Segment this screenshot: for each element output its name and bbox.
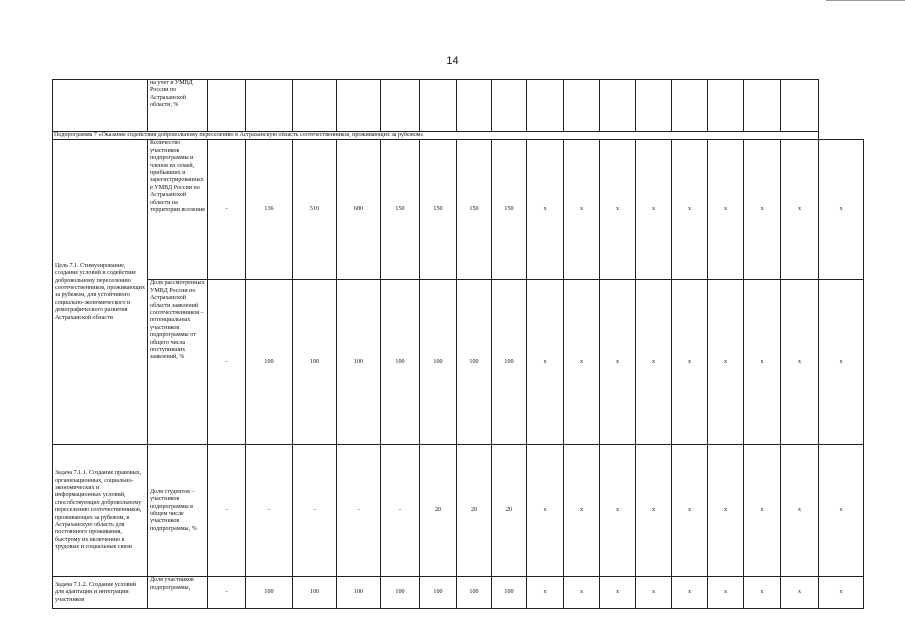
corner-rule — [826, 0, 905, 1]
value-cell: x — [781, 577, 819, 609]
table-row — [53, 445, 864, 577]
page-number: 14 — [446, 55, 459, 67]
task-cell: Задача 7.1.2. Создание условий для адаптации и интеграции участников — [53, 577, 148, 609]
value-cell: 150 — [420, 140, 457, 280]
table-row — [53, 577, 864, 609]
value-cell: x — [600, 280, 636, 445]
table-row — [53, 280, 864, 445]
value-cell: - — [246, 445, 293, 577]
value-cell: x — [636, 577, 672, 609]
value-cell: x — [527, 577, 564, 609]
indicators-table — [52, 79, 864, 609]
subprogram-title: Подпрограмма 7 «Оказание содействия добровольному переселению в Астраханскую область соотечественников, проживающих за рубежом» — [53, 132, 819, 140]
value-cell: 100 — [420, 280, 457, 445]
table-row — [53, 140, 864, 280]
value-cell: x — [708, 577, 744, 609]
value-cell: 100 — [337, 577, 381, 609]
value-cell: 20 — [492, 445, 527, 577]
subprogram-row — [53, 132, 864, 140]
value-cell: 136 — [246, 140, 293, 280]
value-cell: x — [672, 445, 708, 577]
value-cell: x — [744, 140, 781, 280]
value-cell: - — [208, 280, 246, 445]
value-cell: x — [672, 577, 708, 609]
value-cell: 100 — [457, 577, 492, 609]
value-cell: 100 — [246, 280, 293, 445]
value-cell: 100 — [457, 280, 492, 445]
value-cell: x — [708, 280, 744, 445]
value-cell: - — [381, 445, 420, 577]
value-cell: x — [819, 140, 864, 280]
value-cell: 100 — [293, 577, 337, 609]
value-cell: x — [564, 140, 600, 280]
table-row — [53, 80, 864, 132]
value-cell: x — [744, 577, 781, 609]
value-cell: x — [672, 280, 708, 445]
value-cell: 510 — [293, 140, 337, 280]
value-cell: - — [208, 445, 246, 577]
value-cell: x — [819, 577, 864, 609]
value-cell: - — [208, 140, 246, 280]
value-cell: x — [708, 445, 744, 577]
value-cell: x — [781, 140, 819, 280]
value-cell: x — [636, 445, 672, 577]
value-cell: x — [708, 140, 744, 280]
value-cell: 100 — [420, 577, 457, 609]
value-cell: x — [527, 280, 564, 445]
value-cell: 150 — [492, 140, 527, 280]
value-cell: x — [564, 280, 600, 445]
value-cell: 100 — [381, 577, 420, 609]
indicator-cell: Доля рассмотренных УМВД России по Астраханской области заявлений соотечественников – потенциальных участников подпрограммы от общего числа поступивших заявлений, % — [148, 280, 208, 445]
value-cell: - — [337, 445, 381, 577]
value-cell: x — [564, 577, 600, 609]
value-cell: 100 — [492, 577, 527, 609]
value-cell: x — [600, 140, 636, 280]
value-cell: x — [600, 445, 636, 577]
value-cell: 100 — [492, 280, 527, 445]
value-cell: x — [744, 445, 781, 577]
value-cell: x — [819, 280, 864, 445]
value-cell: x — [564, 445, 600, 577]
value-cell: x — [636, 280, 672, 445]
indicator-cell: Доля участников подпрограммы, — [148, 577, 208, 609]
value-cell: x — [636, 140, 672, 280]
empty-cell — [53, 80, 148, 132]
value-cell: x — [600, 577, 636, 609]
value-cell: 100 — [381, 280, 420, 445]
value-cell: - — [208, 577, 246, 609]
value-cell: 100 — [246, 577, 293, 609]
value-cell: - — [293, 445, 337, 577]
value-cell: 100 — [337, 280, 381, 445]
goal-cell: Цель 7.1. Стимулирование, создание условий и содействие добровольному переселению соотечественников, проживающих за рубежом, для устойчивого социально-экономического и демографического развития Астраханской области — [53, 140, 148, 445]
indicator-cell: на учет в УМВД России по Астраханской области, % — [148, 80, 208, 132]
value-cell: x — [744, 280, 781, 445]
indicator-cell: Доля студентов – участников подпрограммы в общем числе участников подпрограммы, % — [148, 445, 208, 577]
value-cell: 20 — [457, 445, 492, 577]
value-cell: 150 — [381, 140, 420, 280]
value-cell: 150 — [457, 140, 492, 280]
task-cell: Задача 7.1.1. Создание правовых, организационных, социально-экономических и информационных условий, способствующих добровольному переселению соотечественников, проживающих за рубежом, в Астраханскую область для постоянного проживания, быстрому их включению в трудовые и социальные связи — [53, 445, 148, 577]
value-cell: x — [819, 445, 864, 577]
value-cell: x — [781, 280, 819, 445]
indicator-cell: Количество участников подпрограммы и членов их семей, прибывших и зарегистрированных в УМВД России по Астраханской области на территории вселения — [148, 140, 208, 280]
value-cell: x — [527, 445, 564, 577]
value-cell: x — [527, 140, 564, 280]
value-cell: x — [781, 445, 819, 577]
value-cell: 100 — [293, 280, 337, 445]
value-cell: 20 — [420, 445, 457, 577]
value-cell: 680 — [337, 140, 381, 280]
value-cell: x — [672, 140, 708, 280]
